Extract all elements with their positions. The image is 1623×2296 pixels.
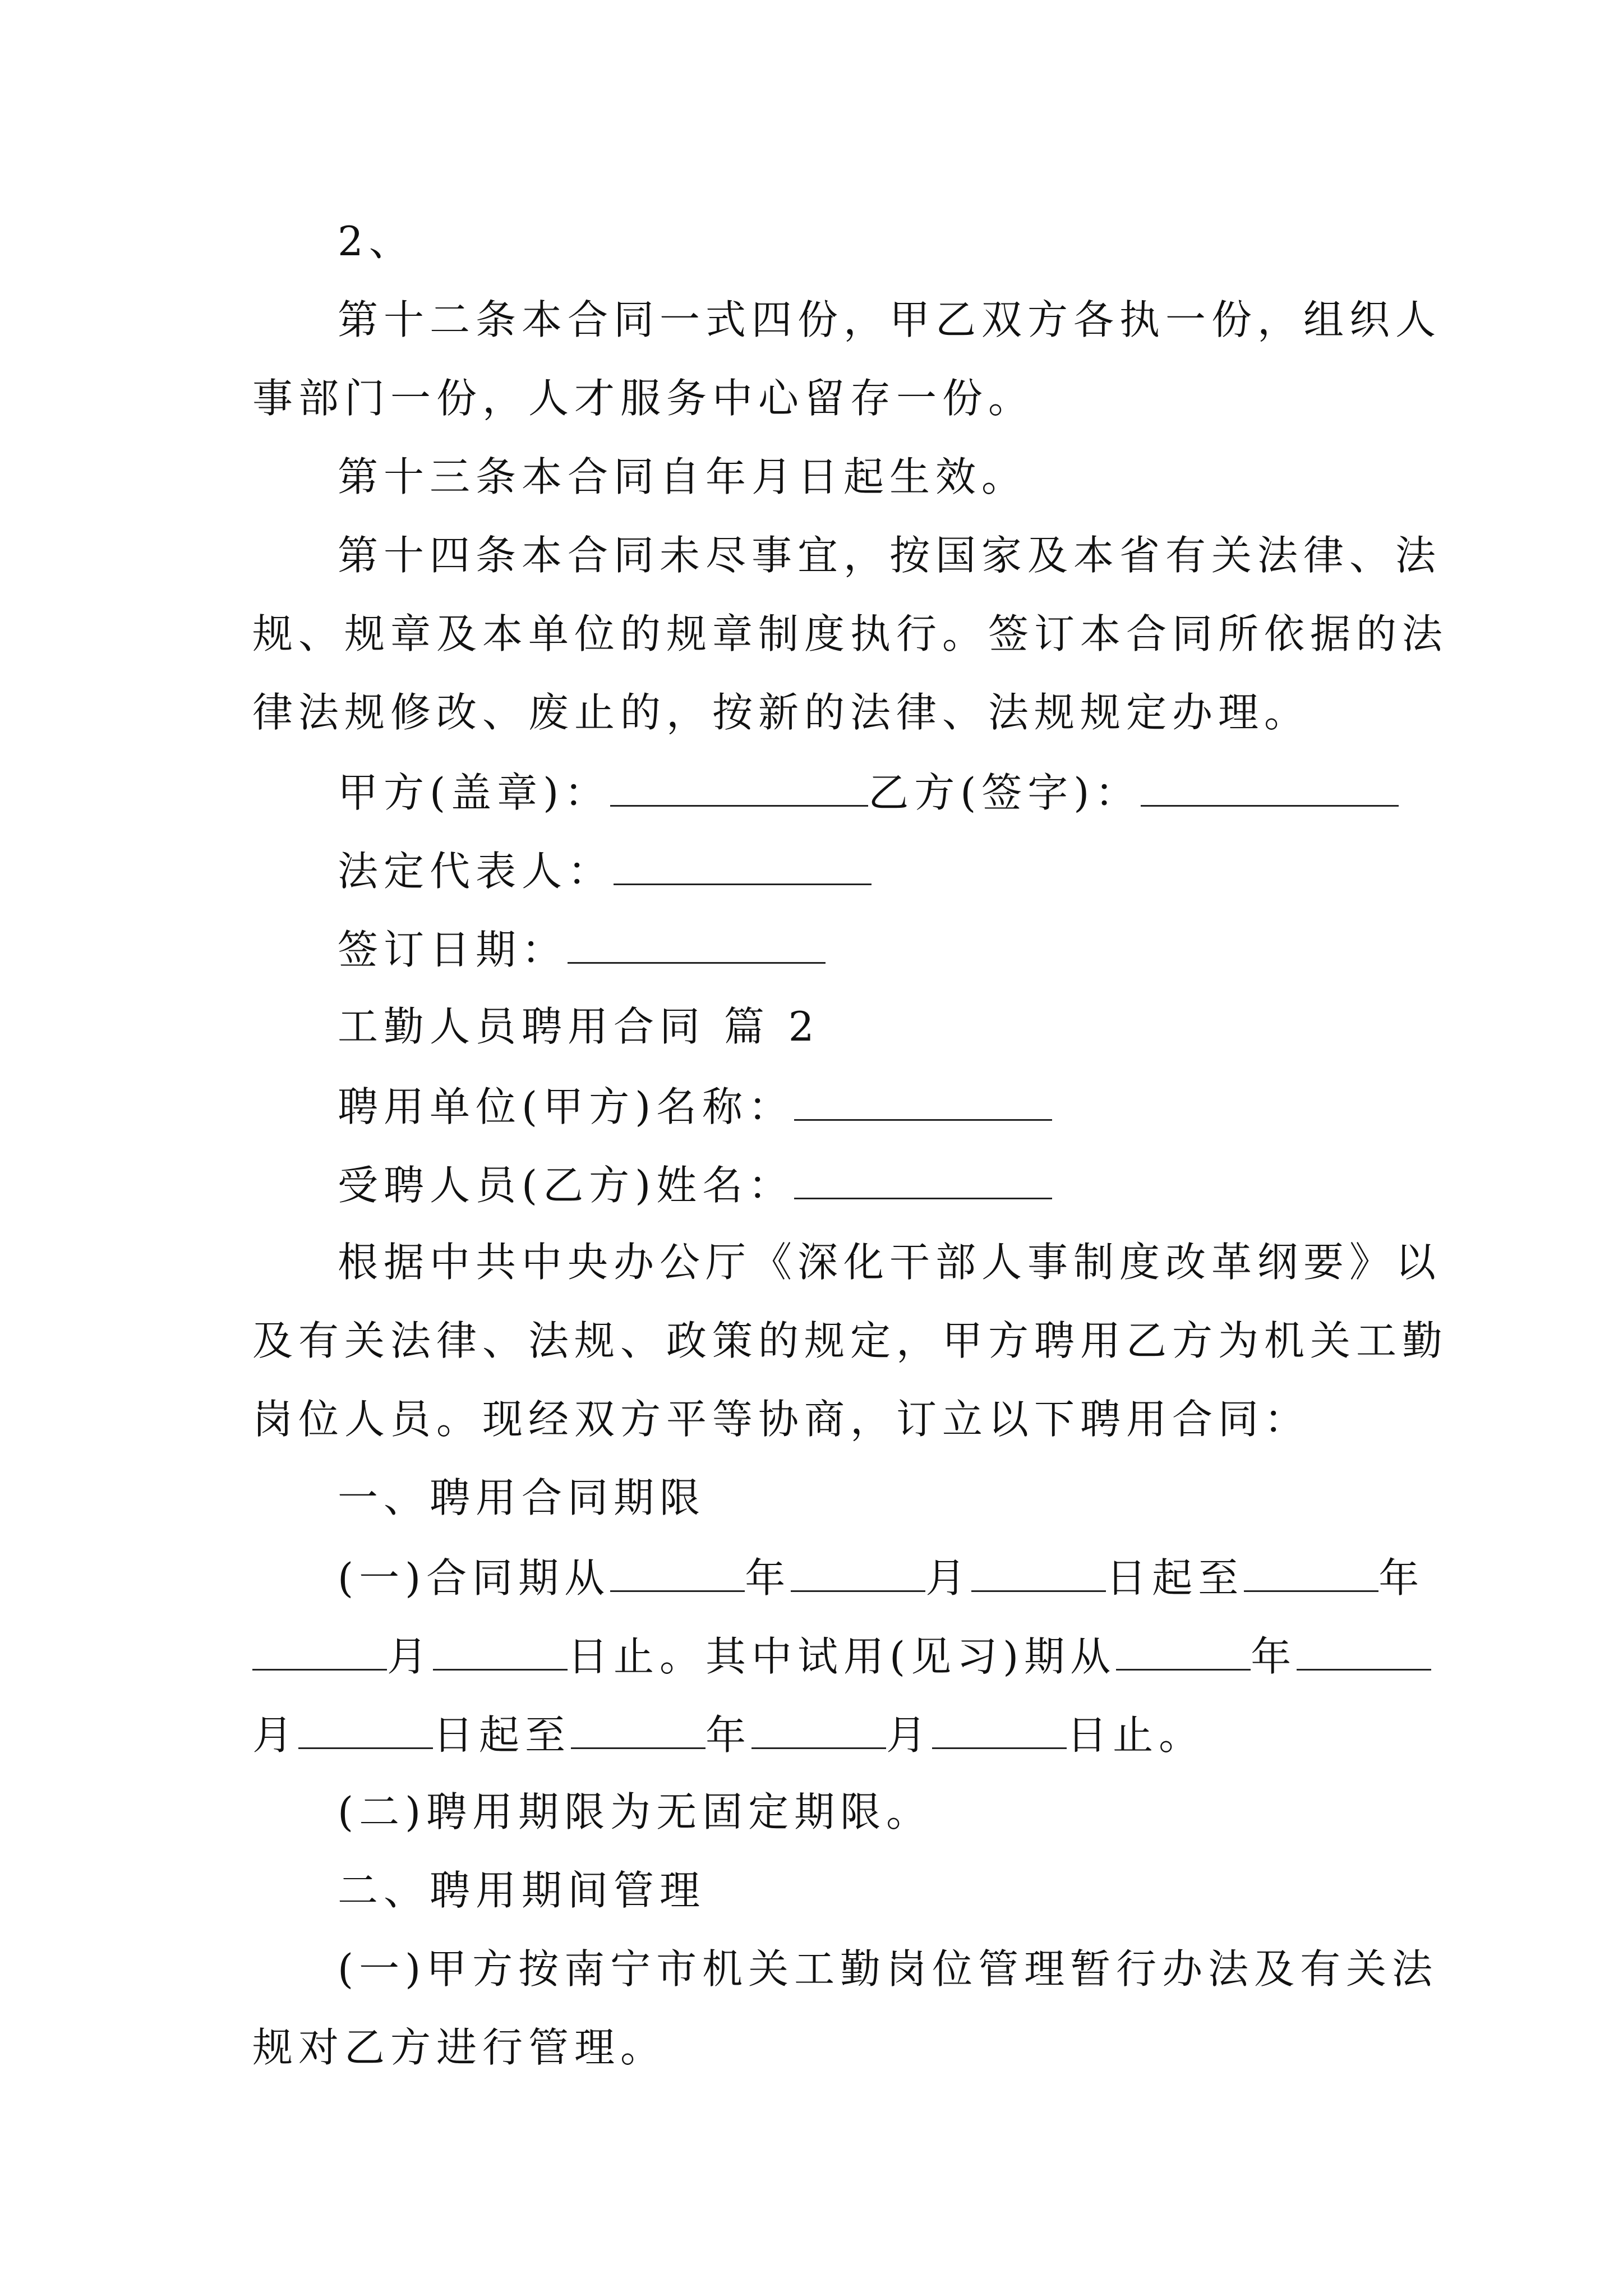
month-label: 月 <box>886 1711 933 1759</box>
term-2: (二)聘用期限为无固定期限。 <box>338 1788 933 1835</box>
section-title: 工勤人员聘用合同 篇 2 <box>338 1003 820 1050</box>
party-a-blank[interactable] <box>610 766 868 807</box>
year-label: 年 <box>1251 1633 1297 1680</box>
employee-label: 受聘人员(乙方)姓名： <box>338 1162 795 1209</box>
year-label: 年 <box>1378 1554 1425 1602</box>
clause-12-line-2: 事部门一份，人才服务中心留存一份。 <box>252 375 1035 422</box>
year-blank[interactable] <box>571 1708 706 1749</box>
manage-line-2: 规对乙方进行管理。 <box>252 2024 667 2071</box>
day-blank[interactable] <box>971 1551 1106 1592</box>
clause-13: 第十三条本合同自年月日起生效。 <box>338 453 1028 500</box>
trial-period-label: 日止。其中试用(见习)期从 <box>568 1633 1117 1680</box>
signature-line-parties <box>338 766 1399 818</box>
term-1-prefix: (一)合同期从 <box>338 1554 611 1602</box>
sign-date-label: 签订日期： <box>338 926 568 973</box>
legal-rep-label: 法定代表人： <box>338 848 614 895</box>
month-blank[interactable] <box>1297 1630 1431 1671</box>
sign-date-blank[interactable] <box>568 923 826 964</box>
manage-line-1: (一)甲方按南宁市机关工勤岗位管理暂行办法及有关法 <box>338 1945 1438 1993</box>
month-blank[interactable] <box>791 1551 925 1592</box>
party-a-label: 甲方(盖章)： <box>338 769 611 816</box>
day-from-label: 日起至 <box>1106 1554 1244 1602</box>
day-from-label: 日起至 <box>433 1711 571 1759</box>
heading-contract-term: 一、聘用合同期限 <box>338 1474 706 1521</box>
month-label: 月 <box>387 1633 434 1680</box>
day-blank[interactable] <box>932 1708 1067 1749</box>
year-label: 年 <box>706 1711 752 1759</box>
day-end-label: 日止。 <box>1067 1711 1205 1759</box>
year-blank[interactable] <box>610 1551 745 1592</box>
year-label: 年 <box>745 1554 791 1602</box>
month-label: 月 <box>925 1554 972 1602</box>
clause-14-line-1: 第十四条本合同未尽事宜，按国家及本省有关法律、法 <box>338 532 1442 579</box>
intro-line-2: 及有关法律、法规、政策的规定，甲方聘用乙方为机关工勤 <box>252 1317 1449 1364</box>
clause-14-line-2: 规、规章及本单位的规章制度执行。签订本合同所依据的法 <box>252 610 1449 657</box>
party-b-label: 乙方(签字)： <box>868 769 1141 816</box>
intro-line-1: 根据中共中央办公厅《深化干部人事制度改革纲要》以 <box>338 1239 1442 1286</box>
month-blank[interactable] <box>751 1708 886 1749</box>
employee-line <box>338 1158 1052 1211</box>
clause-number: 2、 <box>338 218 415 265</box>
legal-rep-line <box>338 844 872 896</box>
intro-line-3: 岗位人员。现经双方平等协商，订立以下聘用合同： <box>252 1396 1311 1443</box>
term-1-line-2 <box>252 1630 1431 1682</box>
day-blank[interactable] <box>298 1708 433 1749</box>
employer-blank[interactable] <box>794 1080 1052 1121</box>
party-b-blank[interactable] <box>1141 766 1399 807</box>
term-1-line-3 <box>252 1708 1205 1760</box>
employee-blank[interactable] <box>794 1158 1052 1199</box>
clause-12-line-1: 第十二条本合同一式四份，甲乙双方各执一份，组织人 <box>338 296 1442 343</box>
term-1-line-1 <box>338 1551 1424 1603</box>
sign-date-line <box>338 923 826 975</box>
month-label: 月 <box>252 1711 299 1759</box>
day-blank[interactable] <box>433 1630 568 1671</box>
year-blank[interactable] <box>1116 1630 1251 1671</box>
heading-management: 二、聘用期间管理 <box>338 1867 706 1914</box>
legal-rep-blank[interactable] <box>614 844 872 885</box>
employer-label: 聘用单位(甲方)名称： <box>338 1083 795 1130</box>
year-blank[interactable] <box>1244 1551 1378 1592</box>
employer-line <box>338 1080 1052 1132</box>
month-blank[interactable] <box>252 1630 387 1671</box>
clause-14-line-3: 律法规修改、废止的，按新的法律、法规规定办理。 <box>252 689 1311 736</box>
